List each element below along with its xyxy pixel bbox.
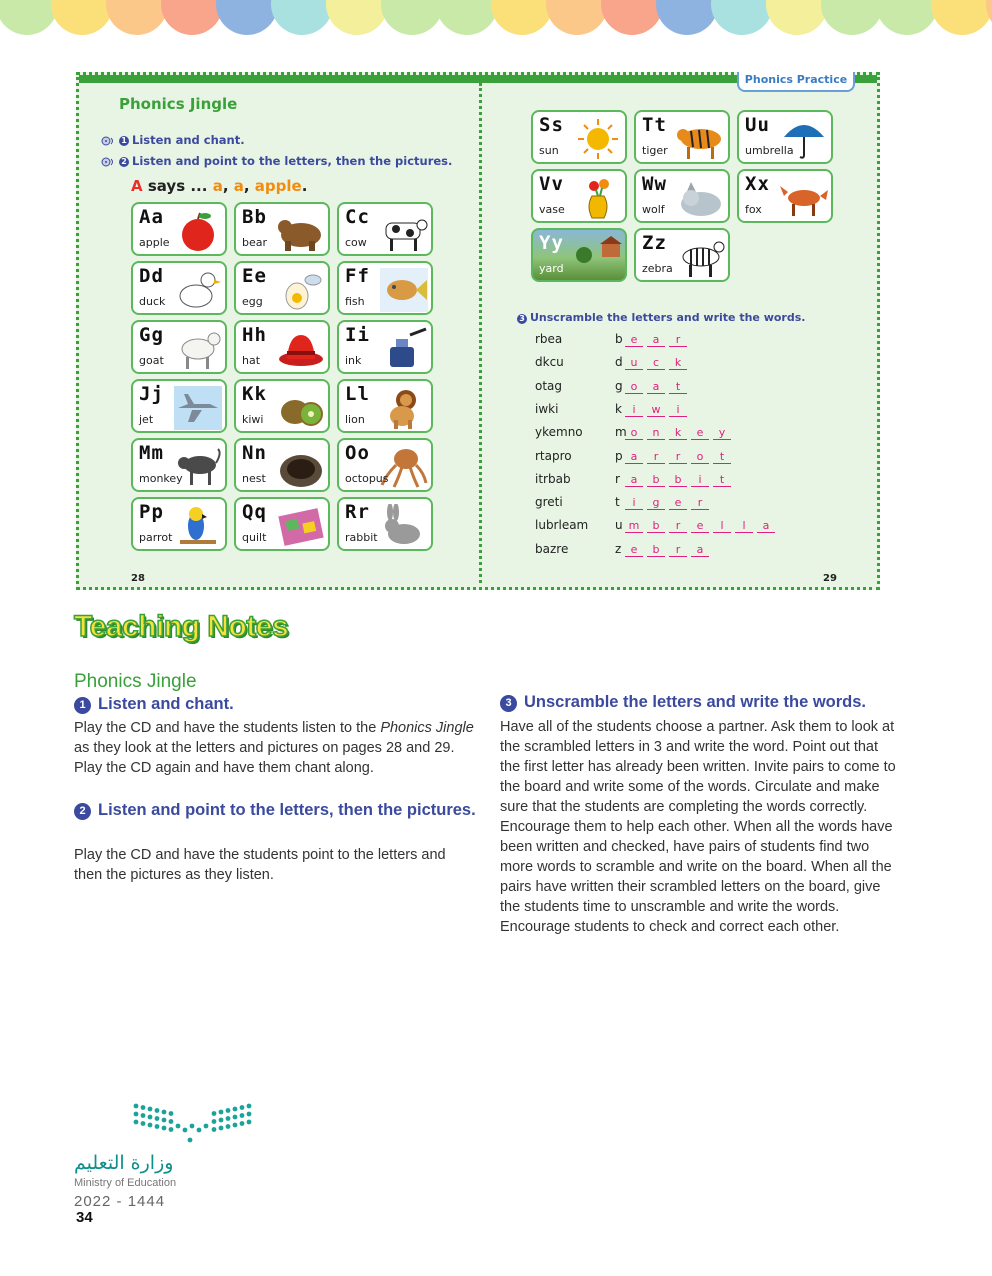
letter-card-egg [234,261,330,315]
card-letters: Vv [539,173,564,195]
logo-dot [197,1128,202,1133]
instruction-text: Listen and point to the letters, then the pictures. [132,154,453,168]
logo-dot [155,1108,160,1113]
logo-dot [148,1115,153,1120]
note-body-1 [74,718,474,778]
logo-dot [141,1121,146,1126]
letter-card-apple [131,202,227,256]
card-word: wolf [642,203,665,216]
card-letters: Ss [539,114,564,136]
answer-letter: a [691,543,709,557]
card-word: fish [345,295,365,308]
answer-word [615,355,691,370]
answer-letter: a [757,519,775,533]
phonics-practice-tab: Phonics Practice [737,72,855,92]
letter-card-kiwi [234,379,330,433]
scallop [271,0,333,35]
note-body-3: Have all of the students choose a partner. Ask them to look at the scrambled letters in 3 and write the word. Point out that the first letter has already been written. Invite pairs to come to the board and write some of the words. Circulate and make sure that the students are completing the words correctly. Encourage them to help each other. When all the words have been written and checked, have pairs of students find two more words to scramble and write on the board. When all the pairs have written their scrambled letters on the board, give the students time to unscramble and write the words. Encourage students to check and correct each other. [500,719,896,935]
scallop [931,0,992,35]
answer-letter: i [625,403,643,417]
says-text: says ... [147,177,208,195]
letter-card-nest [234,438,330,492]
logo-dot [148,1107,153,1112]
letter-card-fish [337,261,433,315]
scallop [601,0,663,35]
answer-letter: o [625,426,643,440]
goat-icon [174,327,222,371]
answer-word [615,495,713,510]
letter-card-sun [531,110,627,164]
scrambled-word: rbea [535,332,563,346]
answer-letter: b [647,543,665,557]
logo-dot [219,1110,224,1115]
student-book-spread [76,72,880,590]
card-word: hat [242,354,261,367]
ministry-logo-icon [74,1100,274,1148]
page-number-left: 28 [131,573,145,584]
letter-card-quilt [234,497,330,551]
card-letters: Bb [242,206,267,228]
instruction-1 [101,133,245,147]
scrambled-word: ykemno [535,425,583,440]
instruction-text: Listen and chant. [132,133,245,147]
decorative-scallop-border [0,0,992,40]
quilt-icon [277,504,325,548]
sun-icon [574,117,622,161]
logo-dot [155,1116,160,1121]
edition-year: 2022 - 1444 [74,1193,166,1210]
letter-card-vase [531,169,627,223]
letter-card-rabbit [337,497,433,551]
answer-letter: i [669,403,687,417]
first-letter: d [615,355,623,370]
card-word: vase [539,203,565,216]
card-word: monkey [139,472,183,485]
answer-word [615,542,713,557]
answer-letter: b [647,519,665,533]
says-word: apple [254,177,302,195]
instruction-number: 2 [119,157,129,167]
answer-word [615,332,691,347]
logo-dot [162,1110,167,1115]
nest-icon [277,445,325,489]
card-word: ink [345,354,362,367]
letter-card-goat [131,320,227,374]
card-word: fox [745,203,762,216]
answer-letter: r [669,519,687,533]
scrambled-word: bazre [535,541,569,556]
scrambled-word: greti [535,495,563,510]
card-letters: Dd [139,265,164,287]
answer-letter: e [669,496,687,510]
page-number-right: 29 [823,573,837,584]
first-letter: z [615,541,622,556]
scallop [51,0,113,35]
letter-card-bear [234,202,330,256]
scallop [0,0,58,35]
card-word: sun [539,144,559,157]
letter-card-parrot [131,497,227,551]
logo-dot [233,1123,238,1128]
apple-icon [174,209,222,253]
card-word: egg [242,295,263,308]
card-letters: Ff [345,265,370,287]
answer-letter: i [625,496,643,510]
parrot-icon [174,504,222,548]
card-letters: Aa [139,206,164,228]
says-letter: A [131,177,143,195]
first-letter: r [615,471,620,486]
answer-word [615,449,735,464]
logo-dot [240,1121,245,1126]
scallop [381,0,443,35]
answer-letter: a [647,380,665,394]
logo-dot [176,1124,181,1129]
egg-icon [277,268,325,312]
logo-dot [212,1127,217,1132]
answer-letter: m [625,519,643,533]
logo-dot [219,1126,224,1131]
scallop [711,0,773,35]
answer-letter: t [713,450,731,464]
answer-letter: t [713,473,731,487]
yard-icon [574,235,622,279]
first-letter: p [615,448,623,463]
letter-card-octopus [337,438,433,492]
card-word: tiger [642,144,668,157]
answer-letter: w [647,403,665,417]
logo-dot [247,1112,252,1117]
letter-card-jet [131,379,227,433]
card-letters: Cc [345,206,370,228]
card-word: quilt [242,531,267,544]
answer-letter: y [713,426,731,440]
scallop [656,0,718,35]
note-body-text: Play the CD and have the students listen to the [74,720,381,736]
bear-icon [277,209,325,253]
answer-word [615,379,691,394]
card-letters: Mm [139,442,164,464]
card-word: zebra [642,262,673,275]
answer-letter: o [691,450,709,464]
cow-icon [380,209,428,253]
letter-card-tiger [634,110,730,164]
cd-audio-icon [101,157,115,167]
answer-letter: a [625,450,643,464]
section-title: Phonics Jingle [74,671,197,692]
says-sound-1: a [212,177,223,195]
scrambled-word: itrbab [535,471,571,486]
answer-letter: e [625,543,643,557]
vase-icon [574,176,622,220]
book-spine [479,83,482,583]
answer-letter: c [647,356,665,370]
card-letters: Xx [745,173,770,195]
says-line: A says ... a, a, apple. [131,177,308,195]
answer-letter: a [625,473,643,487]
scrambled-word: dkcu [535,355,564,370]
answer-letter: k [669,426,687,440]
note-heading-text: Listen and point to the letters, then the pictures. [98,801,476,819]
logo-dot [134,1112,139,1117]
logo-dot [247,1120,252,1125]
wolf-icon [677,176,725,220]
card-word: lion [345,413,365,426]
teaching-notes-title: Teaching Notes [74,610,289,643]
card-word: octopus [345,472,389,485]
answer-letter: i [691,473,709,487]
card-letters: Pp [139,501,164,523]
logo-dot [240,1113,245,1118]
instruction-2 [101,154,452,168]
card-letters: Yy [539,232,564,254]
letter-card-zebra [634,228,730,282]
note-body-italic: Phonics Jingle [380,720,474,736]
logo-dot [162,1118,167,1123]
scallop [436,0,498,35]
answer-word [615,425,735,440]
scallop [546,0,608,35]
logo-dot [134,1104,139,1109]
answer-letter: r [669,543,687,557]
first-letter: b [615,332,623,346]
first-letter: k [615,401,622,416]
note-heading-3 [500,693,910,712]
scallop [161,0,223,35]
card-word: umbrella [745,144,794,157]
jet-icon [174,386,222,430]
scallop [326,0,388,35]
logo-dot [148,1123,153,1128]
page-number: 34 [76,1209,93,1226]
unscramble-heading-text: Unscramble the letters and write the words. [530,311,806,324]
logo-dot [141,1113,146,1118]
kiwi-icon [277,386,325,430]
logo-dot [204,1124,209,1129]
answer-letter: k [669,356,687,370]
answer-letter: e [691,519,709,533]
scrambled-word: lubrleam [535,518,589,533]
logo-dot [212,1111,217,1116]
logo-dot [134,1120,139,1125]
card-letters: Ww [642,173,667,195]
scallop [106,0,168,35]
answer-letter: b [669,473,687,487]
letter-card-wolf [634,169,730,223]
logo-dot [169,1119,174,1124]
ministry-arabic-name: وزارة التعليم [74,1152,174,1174]
answer-letter: r [691,496,709,510]
card-letters: Rr [345,501,370,523]
letter-card-duck [131,261,227,315]
says-end: . [301,177,308,195]
card-letters: Ii [345,324,370,346]
answer-letter: l [713,519,731,533]
card-word: yard [539,262,564,275]
answer-word [615,518,779,533]
answer-letter: b [647,473,665,487]
unscramble-number: 3 [517,314,527,324]
scrambled-word: iwki [535,401,559,416]
card-letters: Nn [242,442,267,464]
answer-letter: u [625,356,643,370]
note-number: 1 [74,697,91,714]
scallop [216,0,278,35]
ministry-name: Ministry of Education [74,1177,177,1189]
says-sound-2: a [233,177,244,195]
first-letter: m [615,425,627,440]
answer-letter: n [647,426,665,440]
unscramble-heading [517,311,805,324]
logo-dot [226,1116,231,1121]
card-word: parrot [139,531,173,544]
fish-icon [380,268,428,312]
hat-icon [277,327,325,371]
answer-word [615,472,735,487]
logo-dot [190,1124,195,1129]
card-word: jet [139,413,154,426]
logo-dot [240,1105,245,1110]
cd-audio-icon [101,136,115,146]
card-letters: Qq [242,501,267,523]
logo-dot [226,1124,231,1129]
logo-dot [233,1115,238,1120]
scallop [821,0,883,35]
note-number: 2 [74,803,91,820]
letter-card-fox [737,169,833,223]
card-letters: Uu [745,114,770,136]
answer-letter: t [669,380,687,394]
letter-card-hat [234,320,330,374]
scrambled-word: otag [535,378,563,393]
first-letter: u [615,518,623,533]
answer-letter: e [625,333,643,347]
card-letters: Kk [242,383,267,405]
card-word: cow [345,236,367,249]
card-letters: Ee [242,265,267,287]
note-body-text: as they look at the letters and pictures on pages 28 and 29. Play the CD again and have them chant along. [74,740,455,776]
card-letters: Gg [139,324,164,346]
answer-letter: g [647,496,665,510]
scrambled-word: rtapro [535,448,572,463]
first-letter: t [615,495,620,510]
note-heading-text: Unscramble the letters and write the words. [524,693,867,711]
zebra-icon [677,235,725,279]
answer-letter: r [669,333,687,347]
letter-card-cow [337,202,433,256]
card-letters: Tt [642,114,667,136]
answer-letter: a [647,333,665,347]
card-word: kiwi [242,413,264,426]
scallop [766,0,828,35]
logo-dot [188,1138,193,1143]
note-number: 3 [500,695,517,712]
first-letter: g [615,378,623,393]
lion-icon [380,386,428,430]
answer-letter: e [691,426,709,440]
letter-card-yard [531,228,627,282]
card-word: duck [139,295,166,308]
card-letters: Hh [242,324,267,346]
logo-dot [183,1128,188,1133]
letter-card-lion [337,379,433,433]
card-letters: Oo [345,442,370,464]
answer-letter: l [735,519,753,533]
duck-icon [174,268,222,312]
logo-dot [212,1119,217,1124]
note-heading-2 [74,799,488,821]
tiger-icon [677,117,725,161]
card-letters: Zz [642,232,667,254]
logo-dot [233,1107,238,1112]
note-heading-1 [74,695,474,714]
card-word: bear [242,236,268,249]
logo-dot [219,1118,224,1123]
card-word: nest [242,472,266,485]
logo-dot [155,1124,160,1129]
letter-card-ink [337,320,433,374]
logo-dot [247,1104,252,1109]
answer-word [615,402,691,417]
card-word: rabbit [345,531,378,544]
logo-dot [169,1111,174,1116]
letter-card-monkey [131,438,227,492]
logo-dot [141,1105,146,1110]
scallop [876,0,938,35]
fox-icon [780,176,828,220]
logo-dot [226,1108,231,1113]
rabbit-icon [380,504,428,548]
note-heading-text: Listen and chant. [98,695,234,713]
note-body-2: Play the CD and have the students point to the letters and then the pictures as they listen. [74,847,446,883]
logo-dot [162,1126,167,1131]
card-word: goat [139,354,164,367]
card-word: apple [139,236,170,249]
scallop [491,0,553,35]
answer-letter: r [647,450,665,464]
letter-card-umbrella [737,110,833,164]
ink-icon [380,327,428,371]
answer-letter: r [669,450,687,464]
instruction-number: 1 [119,136,129,146]
answer-letter: o [625,380,643,394]
card-letters: Jj [139,383,164,405]
phonics-jingle-title: Phonics Jingle [119,95,238,113]
logo-dot [169,1127,174,1132]
card-letters: Ll [345,383,370,405]
